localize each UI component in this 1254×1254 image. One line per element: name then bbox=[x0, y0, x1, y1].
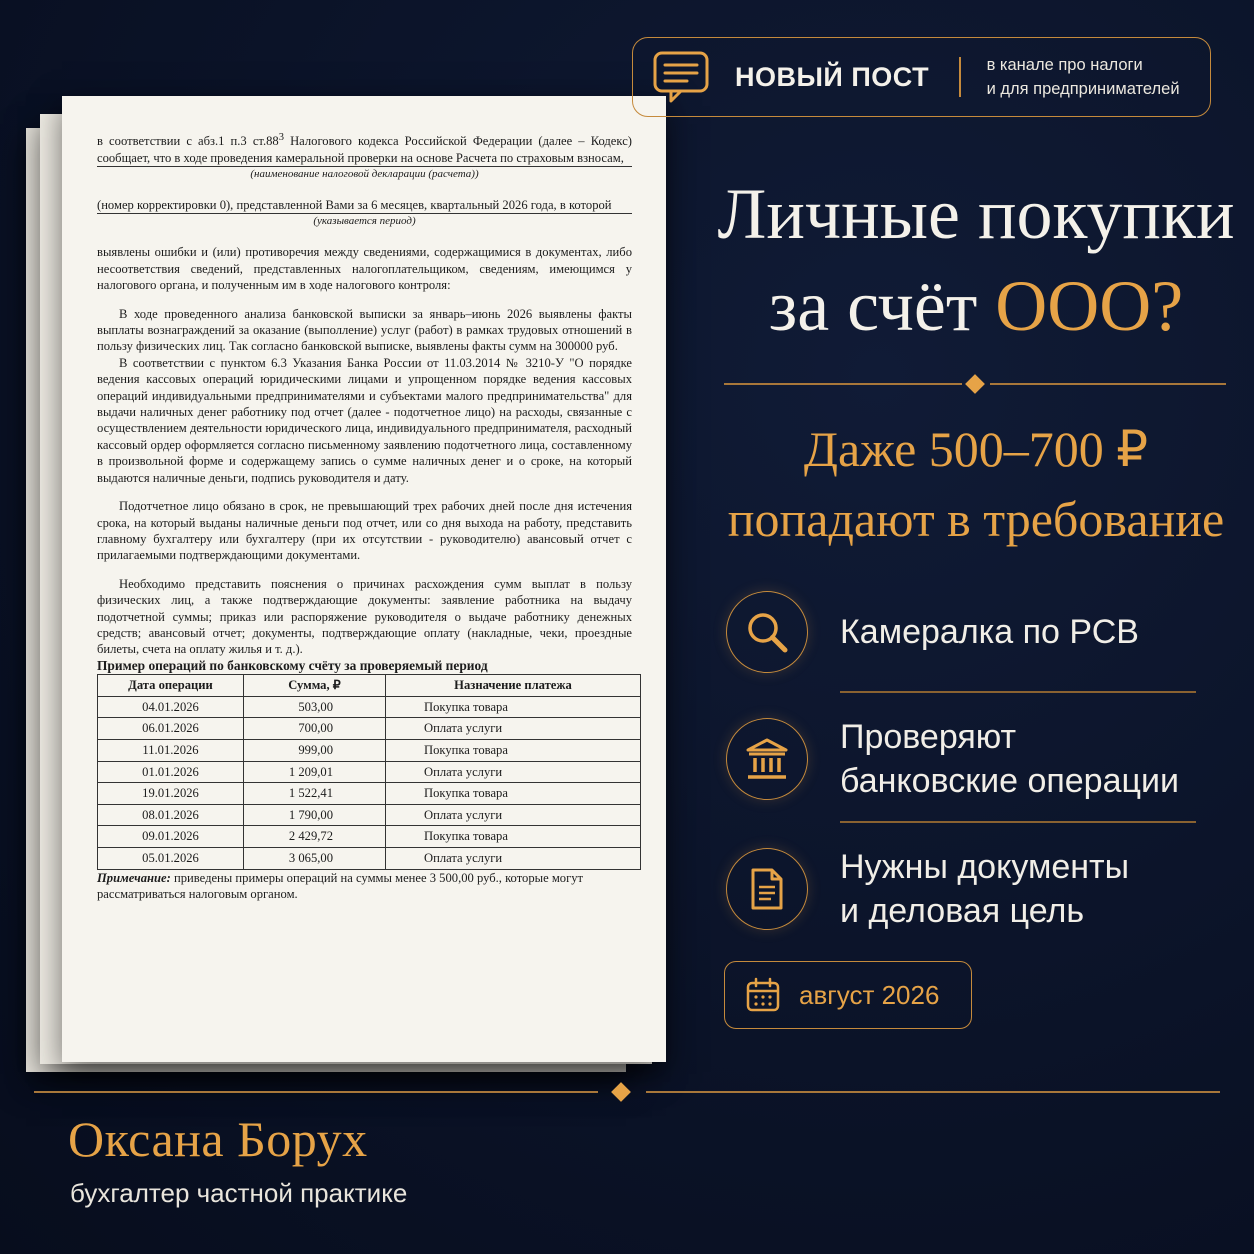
table-header-row bbox=[98, 675, 641, 697]
cell-date: 04.01.2026 bbox=[98, 696, 244, 718]
cell-purpose: Оплата услуги bbox=[386, 804, 641, 826]
cell-date: 09.01.2026 bbox=[98, 826, 244, 848]
cell-amount: 999,00 bbox=[244, 739, 386, 761]
document-icon bbox=[744, 866, 790, 912]
cell-purpose: Покупка товара bbox=[386, 739, 641, 761]
column-header-purpose: Назначение платежа bbox=[386, 675, 641, 697]
feature-rsv-audit: Камералка по РСВ bbox=[726, 591, 1139, 673]
feature-documents: Нужны документы и деловая цель bbox=[726, 845, 1129, 933]
bank-icon bbox=[743, 735, 791, 783]
table-row bbox=[98, 718, 641, 740]
cell-purpose: Покупка товара bbox=[386, 696, 641, 718]
badge-subtitle: в канале про налоги и для предпринимателей bbox=[986, 56, 1180, 98]
cell-purpose: Оплата услуги bbox=[386, 718, 641, 740]
doc-paragraph-analysis: В ходе проведенного анализа банковской выписки за январь–июнь 2026 выявлены факты выплаты вознаграждений за оказание (выполление) услуг (работ) в рамках трудовых отношений в пользу физических лиц. Так согласно банковской выписке, выявлены факты сумм на 300000 руб. bbox=[97, 306, 632, 354]
doc-paragraph-explanations: Необходимо представить пояснения о причинах расхождения сумм выплат в пользу физических лиц, а также подтверждающие документы: заявление работника на выдачу подотчетной суммы; приказ или распоряжение руководителя о выдаче работнику денежных средств; авансовый отчет; документы, подтверждающие оплату (накладные, чеки, проездные билеты, счета на оплату жилья и т. д.). bbox=[97, 576, 632, 657]
cell-purpose: Оплата услуги bbox=[386, 761, 641, 783]
feature-divider bbox=[840, 691, 1196, 693]
search-icon bbox=[743, 608, 791, 656]
column-header-amount: Сумма, ₽ bbox=[244, 675, 386, 697]
doc-paragraph-errors: выявлены ошибки и (или) противоречия между сведениями, содержащимися в документах, либо несоответствия сведений, представленных налогоплательщиком, сведениям, имеющимся у налогового органа, и полученным им в ходе налогового контроля: bbox=[97, 245, 632, 293]
badge-separator bbox=[959, 57, 961, 97]
feature-bank-operations: Проверяют банковские операции bbox=[726, 715, 1179, 803]
chat-icon bbox=[651, 47, 711, 107]
headline: Личные покупки за счёт ООО? bbox=[717, 174, 1235, 346]
headline-divider-right bbox=[990, 383, 1226, 385]
cell-purpose: Покупка товара bbox=[386, 826, 641, 848]
cell-date: 06.01.2026 bbox=[98, 718, 244, 740]
cell-amount: 503,00 bbox=[244, 696, 386, 718]
calendar-icon bbox=[745, 977, 781, 1013]
cell-amount: 3 065,00 bbox=[244, 847, 386, 869]
bank-operations-table bbox=[97, 674, 641, 869]
cell-purpose: Оплата услуги bbox=[386, 847, 641, 869]
badge-title: НОВЫЙ ПОСТ bbox=[735, 61, 930, 92]
author-name: Оксана Борух bbox=[68, 1111, 368, 1167]
footer-diamond-ornament bbox=[611, 1082, 631, 1102]
cell-purpose: Покупка товара bbox=[386, 783, 641, 805]
table-row bbox=[98, 847, 641, 869]
diamond-ornament bbox=[965, 374, 985, 394]
cell-amount: 700,00 bbox=[244, 718, 386, 740]
cell-amount: 1 209,01 bbox=[244, 761, 386, 783]
cell-amount: 1 522,41 bbox=[244, 783, 386, 805]
doc-note: Примечание: приведены примеры операций на суммы менее 3 500,00 руб., которые могут рассматриваться налоговым органом. bbox=[97, 870, 584, 901]
feature-divider bbox=[840, 821, 1196, 823]
date-badge bbox=[724, 961, 972, 1029]
cell-date: 01.01.2026 bbox=[98, 761, 244, 783]
table-row bbox=[98, 696, 641, 718]
table-row bbox=[98, 739, 641, 761]
cell-amount: 1 790,00 bbox=[244, 804, 386, 826]
date-text: август 2026 bbox=[799, 979, 940, 1010]
doc-period: (номер корректировки 0), представленной Вами за 6 месяцев, квартальный 2026 года, в которой bbox=[97, 197, 632, 214]
cell-date: 05.01.2026 bbox=[98, 847, 244, 869]
subheadline: Даже 500–700 ₽ попадают в требование bbox=[727, 421, 1225, 547]
table-row bbox=[98, 826, 641, 848]
table-body bbox=[98, 696, 641, 869]
doc-paragraph-advance-report: Подотчетное лицо обязано в срок, не превышающий трех рабочих дней после дня истечения срока, на который выданы наличные деньги под отчет, или со дня выхода на работу, представить главному бухгалтеру или бухгалтеру (при их отсутствии - руководителю) авансовый отчет с прилагаемыми подтверждающими документами. bbox=[97, 499, 632, 563]
column-header-date: Дата операции bbox=[98, 675, 244, 697]
table-row bbox=[98, 804, 641, 826]
doc-caption-declaration: (наименование налоговой декларации (расчета)) bbox=[250, 168, 479, 180]
tax-request-document bbox=[62, 96, 666, 1062]
table-row bbox=[98, 783, 641, 805]
footer-divider-left bbox=[34, 1091, 598, 1093]
author-role: бухгалтер частной практике bbox=[70, 1178, 408, 1208]
doc-caption-period: (указывается период) bbox=[313, 215, 416, 228]
footer-divider-right bbox=[646, 1091, 1220, 1093]
cell-date: 19.01.2026 bbox=[98, 783, 244, 805]
new-post-badge bbox=[632, 37, 1211, 117]
doc-paragraph-bank-rules: В соответствии с пунктом 6.3 Указания Банка России от 11.03.2014 № 3210-У "О порядке ведения кассовых операций юридическими лицами и упрощенном порядке ведения кассовых операций индивидуальными предпринимателями и субъектами малого предпринимательства" для выдачи наличных денег работнику под отчет (далее - подотчетное лицо) на расходы, связанные с осуществлением деятельности юридического лица, индивидуального предпринимателя, расходный кассовый ордер оформляется согласно письменному заявлению подотчетного лица, составленному в произвольной форме и содержащему запись о сумме наличных денег и о сроке, на который выдаются наличные деньги, подпись руководителя и дату. bbox=[97, 355, 632, 485]
table-row bbox=[98, 761, 641, 783]
cell-amount: 2 429,72 bbox=[244, 826, 386, 848]
headline-divider-left bbox=[724, 383, 962, 385]
doc-table-title: Пример операций по банковскому счёту за проверяемый период bbox=[97, 657, 488, 673]
doc-intro: в соответствии с абз.1 п.3 $ст.88^3$ Налогового кодекса Российской Федерации (далее – Кодекс) сообщает, что в ходе проведения камеральной проверки на основе Расчета по страховым взносам, bbox=[97, 130, 632, 167]
cell-date: 08.01.2026 bbox=[98, 804, 244, 826]
cell-date: 11.01.2026 bbox=[98, 739, 244, 761]
